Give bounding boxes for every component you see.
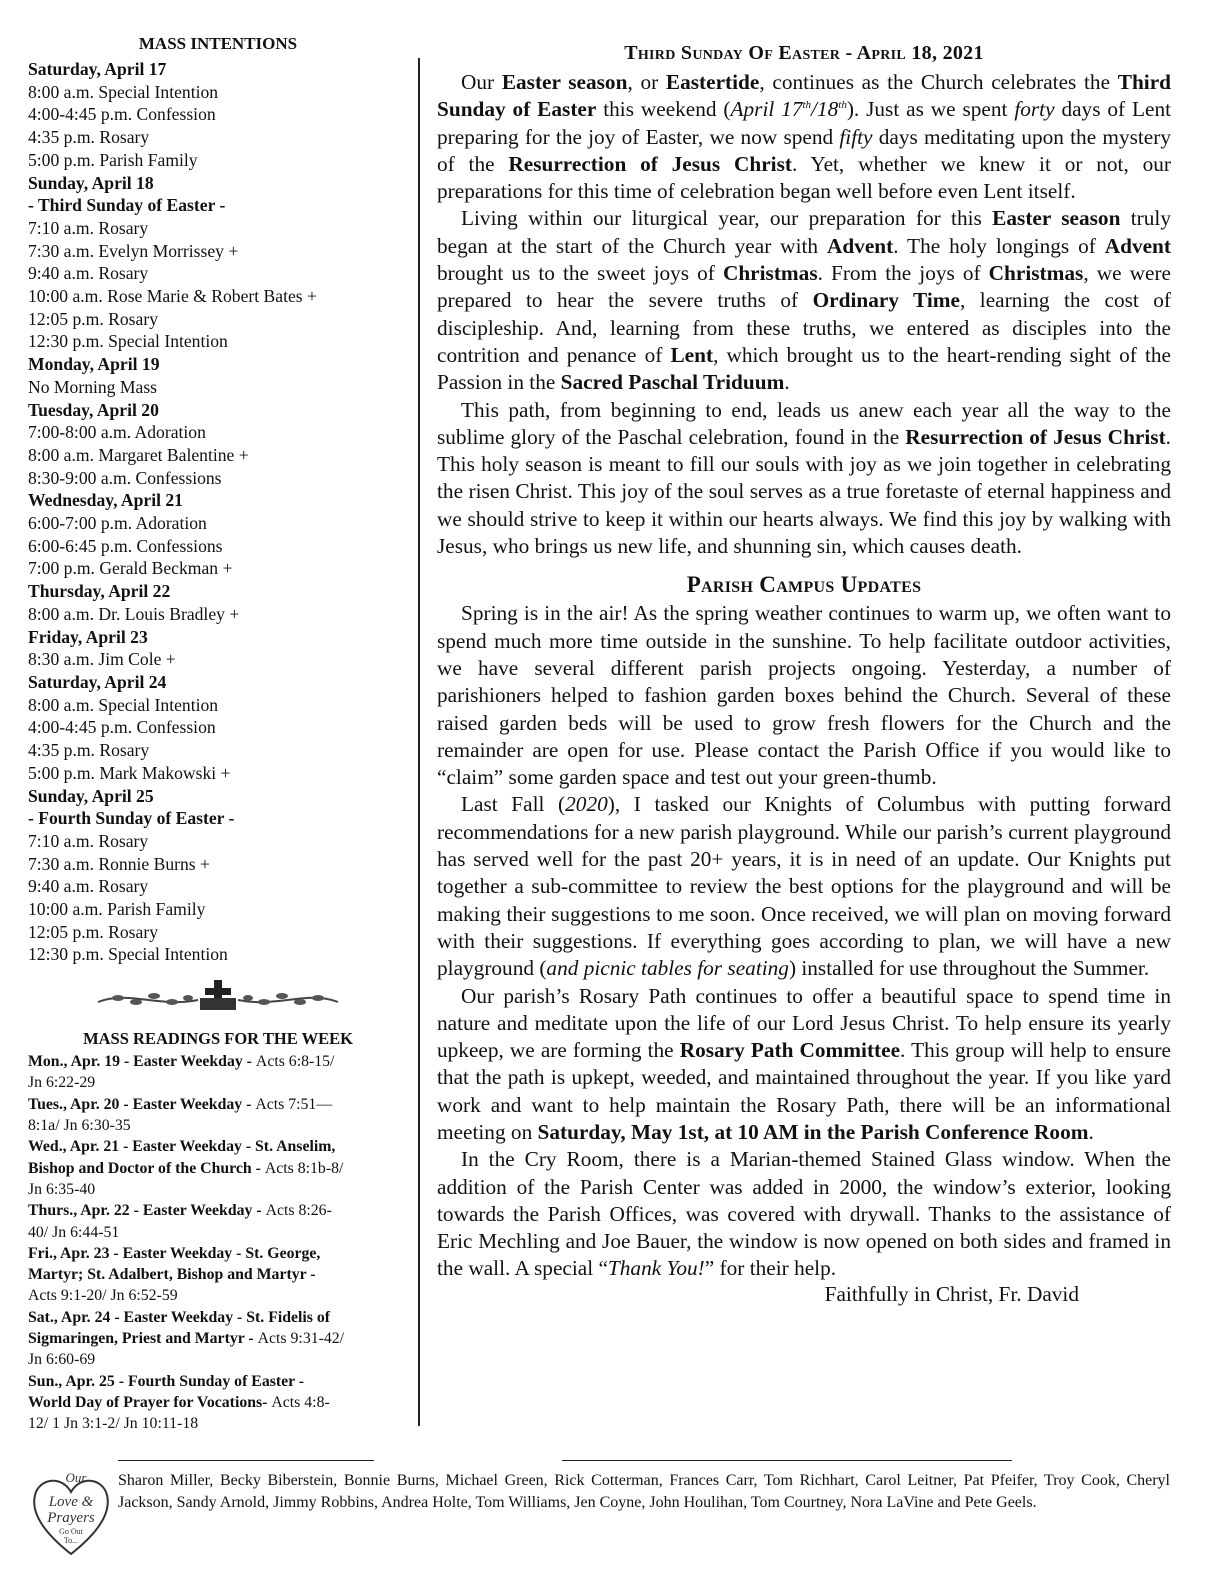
mass-readings-list (28, 1051, 408, 1434)
reading-citation: Acts 7:51— (255, 1095, 333, 1113)
text-run: Lent (670, 342, 714, 367)
intention-entry: 8:00 a.m. Special Intention (28, 694, 219, 715)
text-run: truly began at the start of the Church year with (437, 206, 1171, 258)
logo-text: To... (63, 1536, 79, 1545)
intention-entry: 4:00-4:45 p.m. Confession (28, 717, 216, 738)
reading-day: Sigmaringen, Priest and Martyr - (28, 1329, 258, 1347)
logo-text: Our (65, 1470, 87, 1485)
intention-day-heading: - Third Sunday of Easter - (28, 195, 226, 216)
intention-entry: 7:00-8:00 a.m. Adoration (28, 422, 206, 443)
intention-day-heading: Friday, April 23 (28, 626, 148, 647)
text-run: brought us to the sweet joys of (437, 261, 723, 286)
text-run: Resurrection of Jesus Christ (508, 151, 792, 176)
intention-entry: 7:10 a.m. Rosary (28, 830, 149, 851)
cross-vine-ornament-icon (28, 978, 408, 1019)
text-run: Our (461, 70, 502, 94)
reading-day: Tues., Apr. 20 - Easter Weekday - (28, 1095, 256, 1113)
reading-line (28, 1222, 408, 1243)
text-run: Christmas (988, 261, 1084, 286)
article-campus-body (437, 600, 1171, 1282)
mass-intentions-heading: MASS INTENTIONS (138, 34, 298, 53)
intention-day-heading: Saturday, April 17 (28, 59, 167, 79)
reading-day: Bishop and Doctor of the Church - (28, 1159, 265, 1177)
article-paragraph (437, 69, 1171, 205)
text-run: th (838, 99, 847, 112)
text-run: . This holy season is meant to fill our souls with joy as we join together in celebrating the risen Christ. This joy of the soul serves as a true foretaste of eternal happiness and we should strive to keep it within our hearts always. We find this joy by walking with Jesus, who brings us new life, and shunning sin, which causes death. (437, 424, 1171, 559)
love-prayers-heart-logo (28, 1468, 114, 1560)
intention-entry: 5:00 p.m. Mark Makowski + (28, 762, 231, 783)
reading-citation: Jn 6:60-69 (28, 1351, 96, 1369)
text-run: . (784, 370, 790, 395)
reading-citation: Acts 9:1-20/ Jn 6:52-59 (28, 1287, 178, 1305)
reading-day: Thurs., Apr. 22 - Easter Weekday - (28, 1202, 266, 1220)
intention-entry: 4:35 p.m. Rosary (28, 127, 150, 148)
article-title-easter: Third Sunday Of Easter - April 18, 2021 (624, 42, 984, 64)
text-run: , continues as the Church celebrates the (759, 70, 1118, 94)
reading-line (28, 1413, 408, 1434)
article-paragraph (437, 205, 1171, 396)
column-divider (418, 58, 420, 1426)
left-column (28, 34, 408, 1434)
reading-citation: Jn 6:35-40 (28, 1180, 96, 1198)
intention-day-heading: Tuesday, April 20 (28, 399, 159, 420)
reading-line (28, 1285, 408, 1306)
text-run: Christmas (722, 261, 818, 286)
mass-readings (28, 1029, 408, 1434)
reading-line (28, 1179, 408, 1200)
logo-text: Go Out (59, 1527, 83, 1536)
text-run: Living within our liturgical year, our preparation for this (461, 206, 993, 231)
intention-entry: 10:00 a.m. Parish Family (28, 899, 206, 920)
intention-entry: No Morning Mass (28, 376, 158, 397)
text-run: forty (1014, 97, 1055, 122)
text-run: Third Sunday of Easter (437, 70, 1171, 122)
intention-entry: 9:40 a.m. Rosary (28, 263, 149, 284)
text-run: Saturday, May 1st, at 10 AM in the Parish Conference Room (537, 1119, 1089, 1144)
text-run: Ordinary Time (812, 288, 960, 313)
text-run: Last Fall ( (461, 792, 566, 817)
reading-citation: Jn 6:22-29 (28, 1074, 96, 1092)
reading-day: Wed., Apr. 21 - Easter Weekday - St. Anselim, (28, 1138, 336, 1156)
reading-line (28, 1200, 408, 1221)
text-run: days of Lent preparing for the joy of Easter, we now spend (437, 97, 1172, 149)
intention-entry: 7:00 p.m. Gerald Beckman + (28, 558, 233, 579)
intention-day-heading: Sunday, April 25 (28, 785, 154, 806)
text-run: Our parish’s Rosary Path continues to offer a beautiful space to spend time in nature and meditate upon the life of our Lord Jesus Christ. To help ensure its yearly upkeep, we are forming the (437, 983, 1171, 1063)
reading-day: Sun., Apr. 25 - Fourth Sunday of Easter - (28, 1372, 305, 1390)
intention-day-heading: Saturday, April 24 (28, 671, 167, 692)
reading-citation: Acts 8:26- (265, 1202, 332, 1220)
text-run: . This group will help to ensure that the path is upkept, weeded, and maintained throughout the year. If you like yard work and want to help maintain the Rosary Path, there will be an informational meeting on (437, 1038, 1171, 1144)
article-paragraph (437, 600, 1171, 791)
text-run: . (1088, 1119, 1094, 1144)
signature: Faithfully in Christ, Fr. David (824, 1281, 1079, 1306)
text-run: /18 (811, 97, 839, 122)
text-run: Thank You! (607, 1256, 705, 1281)
text-run: This path, from beginning to end, leads us anew each year all the way to the sublime glory of the Paschal celebration, found in the (437, 397, 1171, 449)
footer-rule-right (562, 1460, 1012, 1461)
intention-entry: 5:00 p.m. Parish Family (28, 149, 198, 170)
text-run: . Yet, whether we knew it or not, our preparations for this time of celebration began well before even Lent itself. (437, 151, 1171, 204)
article-paragraph (437, 791, 1171, 982)
intention-entry: 12:30 p.m. Special Intention (28, 944, 228, 965)
intention-entry: 12:30 p.m. Special Intention (28, 331, 228, 352)
reading-line (28, 1072, 408, 1093)
reading-line (28, 1158, 408, 1179)
reading-line (28, 1392, 408, 1413)
article-easter-body (437, 69, 1171, 560)
text-run: In the Cry Room, there is a Marian-themed Stained Glass window. When the addition of the Parish Center was added in 2000, the window’s exterior, looking towards the Parish Offices, was covered with drywall. Thanks to the assistance of Eric Mechling and Joe Bauer, the window is now opened on both sides and framed in the wall. A special “ (437, 1147, 1171, 1281)
reading-day: Mon., Apr. 19 - Easter Weekday - (28, 1053, 256, 1071)
text-run: , which brought us to the heart-rending sight of the Passion in the (437, 342, 1171, 395)
reading-citation: Acts 6:8-15/ (255, 1053, 335, 1071)
reading-day: Fri., Apr. 23 - Easter Weekday - St. George, (28, 1244, 321, 1262)
reading-line (28, 1349, 408, 1370)
intention-day-heading: Sunday, April 18 (28, 172, 154, 193)
right-column (437, 42, 1171, 1308)
text-run: , learning the cost of discipleship. And, learning from these truths, we entered as disciples into the contrition and penance of (437, 288, 1171, 367)
intention-entry: 12:05 p.m. Rosary (28, 921, 158, 942)
text-run: and picnic tables for seating (546, 956, 789, 981)
intention-day-heading: Thursday, April 22 (28, 581, 171, 602)
reading-line (28, 1264, 408, 1285)
intention-entry: 12:05 p.m. Rosary (28, 308, 158, 329)
article-paragraph (437, 1146, 1171, 1282)
intention-entry: 8:30-9:00 a.m. Confessions (28, 467, 222, 488)
reading-line (28, 1136, 408, 1157)
intention-entry: 7:30 a.m. Ronnie Burns + (28, 853, 210, 874)
reading-citation: 40/ Jn 6:44-51 (28, 1223, 120, 1241)
text-run: . From the joys of (817, 261, 989, 286)
intention-entry: 7:30 a.m. Evelyn Morrissey + (28, 240, 239, 261)
reading-day: Sat., Apr. 24 - Easter Weekday - St. Fidelis of (28, 1308, 331, 1326)
reading-line (28, 1115, 408, 1136)
intention-entry: 8:00 a.m. Special Intention (28, 81, 219, 102)
intention-entry: 6:00-7:00 p.m. Adoration (28, 513, 207, 534)
mass-intentions-list (28, 58, 408, 966)
text-run: Sacred Paschal Triduum (560, 370, 785, 395)
reading-citation: Acts 8:1b-8/ (264, 1159, 344, 1177)
reading-line (28, 1094, 408, 1115)
reading-line (28, 1328, 408, 1349)
text-run: Advent (826, 233, 894, 258)
reading-line (28, 1051, 408, 1072)
text-run: this weekend ( (596, 97, 731, 122)
reading-citation: 12/ 1 Jn 3:1-2/ Jn 10:11-18 (28, 1415, 199, 1433)
text-run: th (802, 99, 812, 112)
text-run: Rosary Path Committee (679, 1038, 901, 1063)
text-run: April 17 (730, 97, 803, 122)
intention-entry: 8:30 a.m. Jim Cole + (28, 649, 176, 670)
intention-day-heading: Monday, April 19 (28, 354, 160, 375)
intention-entry: 9:40 a.m. Rosary (28, 876, 149, 897)
text-run: Easter season (501, 70, 628, 94)
intention-entry: 8:00 a.m. Dr. Louis Bradley + (28, 603, 240, 624)
reading-citation: Acts 9:31-42/ (257, 1329, 345, 1347)
reading-line (28, 1371, 408, 1392)
text-run: Eastertide (665, 70, 760, 94)
reading-citation: Acts 4:8- (271, 1393, 330, 1411)
text-run: ) installed for use throughout the Summer. (788, 956, 1150, 981)
article-paragraph (437, 397, 1171, 561)
logo-text: Prayers (47, 1510, 95, 1526)
text-run: Spring is in the air! As the spring weather continues to warm up, we often want to spend much more time outside in the sunshine. To help facilitate outdoor activities, we have several different parish projects ongoing. Yesterday, a number of parishioners helped to fashion garden boxes behind the Church. Several of these raised garden beds will be used to grow fresh flowers for the Church and the remainder are open for use. Please contact the Parish Office if you would like to “claim” some garden space and test out your green-thumb. (437, 601, 1171, 790)
text-run: ). Just as we spent (846, 97, 1015, 122)
footer-rule-left (118, 1460, 374, 1461)
intention-day-heading: Wednesday, April 21 (28, 490, 183, 511)
text-run: ), I tasked our Knights of Columbus with putting forward recommendations for a new parish playground. While our parish’s current playground has served well for the past 20+ years, it is in need of an update. Our Knights put together a sub-committee to review the best options for the playground and will be making their suggestions to me soon. Once received, we will plan on moving forward with their suggestions. If everything goes according to plan, we will have a new playground ( (437, 792, 1171, 981)
reading-day: Martyr; St. Adalbert, Bishop and Martyr - (28, 1266, 316, 1284)
intention-entry: 8:00 a.m. Margaret Balentine + (28, 444, 249, 465)
intention-entry: 4:35 p.m. Rosary (28, 740, 150, 761)
text-run: Easter season (992, 206, 1121, 231)
reading-day: World Day of Prayer for Vocations- (28, 1393, 272, 1411)
reading-line (28, 1243, 408, 1264)
article-paragraph (437, 983, 1171, 1147)
intention-entry: 10:00 a.m. Rose Marie & Robert Bates + (28, 286, 317, 307)
text-run: , or (627, 70, 666, 94)
intention-entry: 6:00-6:45 p.m. Confessions (28, 535, 223, 556)
article-title-campus: Parish Campus Updates (686, 572, 922, 598)
text-run: ” for their help. (704, 1256, 837, 1281)
reading-line (28, 1307, 408, 1328)
mass-readings-heading: MASS READINGS FOR THE WEEK (83, 1029, 353, 1049)
text-run: Advent (1104, 233, 1171, 258)
intention-day-heading: - Fourth Sunday of Easter - (28, 808, 235, 829)
reading-citation: 8:1a/ Jn 6:30-35 (28, 1117, 131, 1135)
text-run: days meditating upon the mystery of the (437, 124, 1172, 176)
text-run: . The holy longings of (893, 233, 1105, 258)
text-run: , we were prepared to hear the severe truths of (437, 261, 1171, 313)
prayer-list-names: Sharon Miller, Becky Biberstein, Bonnie Burns, Michael Green, Rick Cotterman, Frances Carr, Tom Richhart, Carol Leitner, Pat Pfeifer, Troy Cook, Cheryl Jackson, Sandy Arnold, Jimmy Robbins, Andrea Holte, Tom Williams, Jen Coyne, John Houlihan, Tom Courtney, Nora LaVine and Pete Geels. (118, 1472, 1170, 1511)
logo-text: Love & (48, 1494, 94, 1510)
text-run: 2020 (565, 792, 608, 817)
intention-entry: 7:10 a.m. Rosary (28, 217, 149, 238)
intention-entry: 4:00-4:45 p.m. Confession (28, 104, 216, 125)
text-run: fifty (839, 124, 873, 149)
text-run: Resurrection of Jesus Christ (905, 424, 1166, 449)
